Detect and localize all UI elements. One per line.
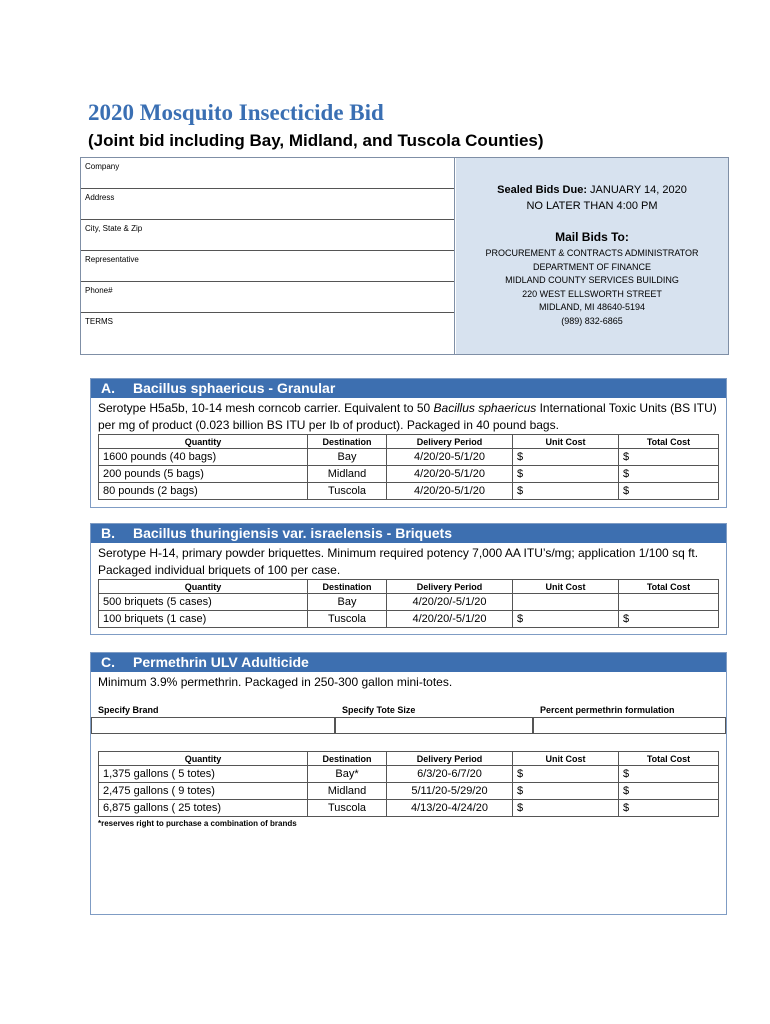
destination-cell: Bay* <box>308 766 387 783</box>
section-c <box>90 652 727 915</box>
table-row <box>99 594 719 611</box>
desc-italic: Bacillus sphaericus <box>433 401 537 415</box>
col-delivery-period: Delivery Period <box>387 752 513 766</box>
col-quantity: Quantity <box>99 580 308 594</box>
quantity-cell: 1600 pounds (40 bags) <box>99 449 308 466</box>
period-cell: 4/20/20-5/1/20 <box>387 449 513 466</box>
total-cost-input[interactable]: $ <box>619 766 719 783</box>
page-subtitle: (Joint bid including Bay, Midland, and Tuscola Counties) <box>88 131 544 150</box>
quantity-cell: 80 pounds (2 bags) <box>99 483 308 500</box>
unit-cost-input[interactable] <box>513 594 619 611</box>
period-cell: 4/20/20-5/1/20 <box>387 466 513 483</box>
representative-field[interactable]: Representative <box>81 251 454 282</box>
col-destination: Destination <box>308 435 387 449</box>
section-a <box>90 378 727 508</box>
percent-permethrin-label: Percent permethrin formulation <box>540 705 675 715</box>
section-description: Minimum 3.9% permethrin. Packaged in 250-300 gallon mini-totes. <box>98 675 453 689</box>
section-name: Permethrin ULV Adulticide <box>133 654 309 670</box>
destination-cell: Bay <box>308 449 387 466</box>
brand-spec-row <box>91 703 726 737</box>
bid-table <box>98 751 719 817</box>
col-total-cost: Total Cost <box>619 435 719 449</box>
section-b <box>90 523 727 635</box>
address-line: DEPARTMENT OF FINANCE <box>532 261 651 272</box>
desc-text: Serotype H5a5b, 10-14 mesh corncob carrier. Equivalent to 50 <box>98 401 434 415</box>
period-cell: 4/20/20/-5/1/20 <box>387 611 513 628</box>
total-cost-input[interactable] <box>619 594 719 611</box>
section-description: Serotype H-14, primary powder briquettes. Minimum required potency 7,000 AA ITU’s/mg; application 1/100 sq ft. Packaged individual briquets of 100 per case. <box>98 546 699 577</box>
brand-combination-note: *reserves right to purchase a combination of brands <box>98 819 297 828</box>
unit-cost-input[interactable]: $ <box>513 449 619 466</box>
table-header-row <box>99 752 719 766</box>
address-line: MIDLAND, MI 48640-5194 <box>538 302 646 313</box>
total-cost-input[interactable]: $ <box>619 800 719 817</box>
quantity-cell: 2,475 gallons ( 9 totes) <box>99 783 308 800</box>
col-destination: Destination <box>308 752 387 766</box>
due-date-value: JANUARY 14, 2020 <box>586 184 687 196</box>
total-cost-input[interactable]: $ <box>619 611 719 628</box>
col-total-cost: Total Cost <box>619 580 719 594</box>
table-row <box>99 449 719 466</box>
section-header <box>91 524 726 543</box>
quantity-cell: 100 briquets (1 case) <box>99 611 308 628</box>
col-quantity: Quantity <box>99 435 308 449</box>
destination-cell: Midland <box>308 783 387 800</box>
desc-text: International Toxic Units (BS ITU) per mg of product (0.023 billion BS ITU per Ib of product). Packaged in 40 pound bags. <box>98 401 717 432</box>
address-line: MIDLAND COUNTY SERVICES BUILDING <box>505 275 679 286</box>
specify-brand-label: Specify Brand <box>98 705 159 715</box>
table-row <box>99 466 719 483</box>
period-cell: 4/20/20-5/1/20 <box>387 483 513 500</box>
total-cost-input[interactable]: $ <box>619 449 719 466</box>
section-name: Bacillus thuringiensis var. israelensis - Briquets <box>133 525 453 541</box>
address-line: PROCUREMENT & CONTRACTS ADMINISTRATOR <box>485 248 699 258</box>
unit-cost-input[interactable]: $ <box>513 783 619 800</box>
table-header-row <box>99 580 719 594</box>
city-state-zip-field[interactable]: City, State & Zip <box>81 220 454 251</box>
mail-address <box>456 247 728 329</box>
due-label: Sealed Bids Due: <box>497 184 587 196</box>
section-letter: B. <box>101 525 115 541</box>
unit-cost-input[interactable]: $ <box>513 766 619 783</box>
bid-table <box>98 434 719 500</box>
quantity-cell: 500 briquets (5 cases) <box>99 594 308 611</box>
col-quantity: Quantity <box>99 752 308 766</box>
bid-table <box>98 579 719 628</box>
unit-cost-input[interactable]: $ <box>513 483 619 500</box>
destination-cell: Midland <box>308 466 387 483</box>
period-cell: 6/3/20-6/7/20 <box>387 766 513 783</box>
unit-cost-input[interactable]: $ <box>513 611 619 628</box>
table-row <box>99 766 719 783</box>
section-header <box>91 379 726 398</box>
mail-title: Mail Bids To: <box>555 230 629 244</box>
phone-field[interactable]: Phone# <box>81 282 454 313</box>
col-unit-cost: Unit Cost <box>513 752 619 766</box>
section-description <box>91 398 726 434</box>
table-header-row <box>99 435 719 449</box>
section-header <box>91 653 726 672</box>
total-cost-input[interactable]: $ <box>619 483 719 500</box>
section-name: Bacillus sphaericus - Granular <box>133 380 336 396</box>
total-cost-input[interactable]: $ <box>619 783 719 800</box>
bid-instructions <box>456 158 728 354</box>
col-delivery-period: Delivery Period <box>387 435 513 449</box>
table-row <box>99 483 719 500</box>
address-field[interactable]: Address <box>81 189 454 220</box>
percent-permethrin-input[interactable] <box>533 717 726 734</box>
quantity-cell: 200 pounds (5 bags) <box>99 466 308 483</box>
due-time: NO LATER THAN 4:00 PM <box>526 200 658 212</box>
period-cell: 5/11/20-5/29/20 <box>387 783 513 800</box>
destination-cell: Tuscola <box>308 800 387 817</box>
unit-cost-input[interactable]: $ <box>513 466 619 483</box>
total-cost-input[interactable]: $ <box>619 466 719 483</box>
specify-tote-size-label: Specify Tote Size <box>342 705 416 715</box>
col-total-cost: Total Cost <box>619 752 719 766</box>
col-delivery-period: Delivery Period <box>387 580 513 594</box>
period-cell: 4/20/20/-5/1/20 <box>387 594 513 611</box>
quantity-cell: 6,875 gallons ( 25 totes) <box>99 800 308 817</box>
bidder-info-box <box>80 157 729 355</box>
section-letter: A. <box>101 380 115 396</box>
specify-brand-input[interactable] <box>91 717 335 734</box>
page-title: 2020 Mosquito Insecticide Bid <box>88 100 384 125</box>
address-line: 220 WEST ELLSWORTH STREET <box>522 288 662 299</box>
due-date <box>456 184 728 196</box>
destination-cell: Bay <box>308 594 387 611</box>
col-unit-cost: Unit Cost <box>513 435 619 449</box>
section-letter: C. <box>101 654 115 670</box>
address-line: (989) 832-6865 <box>561 315 623 326</box>
col-unit-cost: Unit Cost <box>513 580 619 594</box>
bidder-fields <box>81 158 455 354</box>
table-row <box>99 783 719 800</box>
table-row <box>99 800 719 817</box>
specify-tote-size-input[interactable] <box>335 717 533 734</box>
company-field[interactable]: Company <box>81 158 454 189</box>
col-destination: Destination <box>308 580 387 594</box>
quantity-cell: 1,375 gallons ( 5 totes) <box>99 766 308 783</box>
destination-cell: Tuscola <box>308 611 387 628</box>
destination-cell: Tuscola <box>308 483 387 500</box>
period-cell: 4/13/20-4/24/20 <box>387 800 513 817</box>
table-row <box>99 611 719 628</box>
terms-field[interactable]: TERMS <box>85 317 113 326</box>
unit-cost-input[interactable]: $ <box>513 800 619 817</box>
